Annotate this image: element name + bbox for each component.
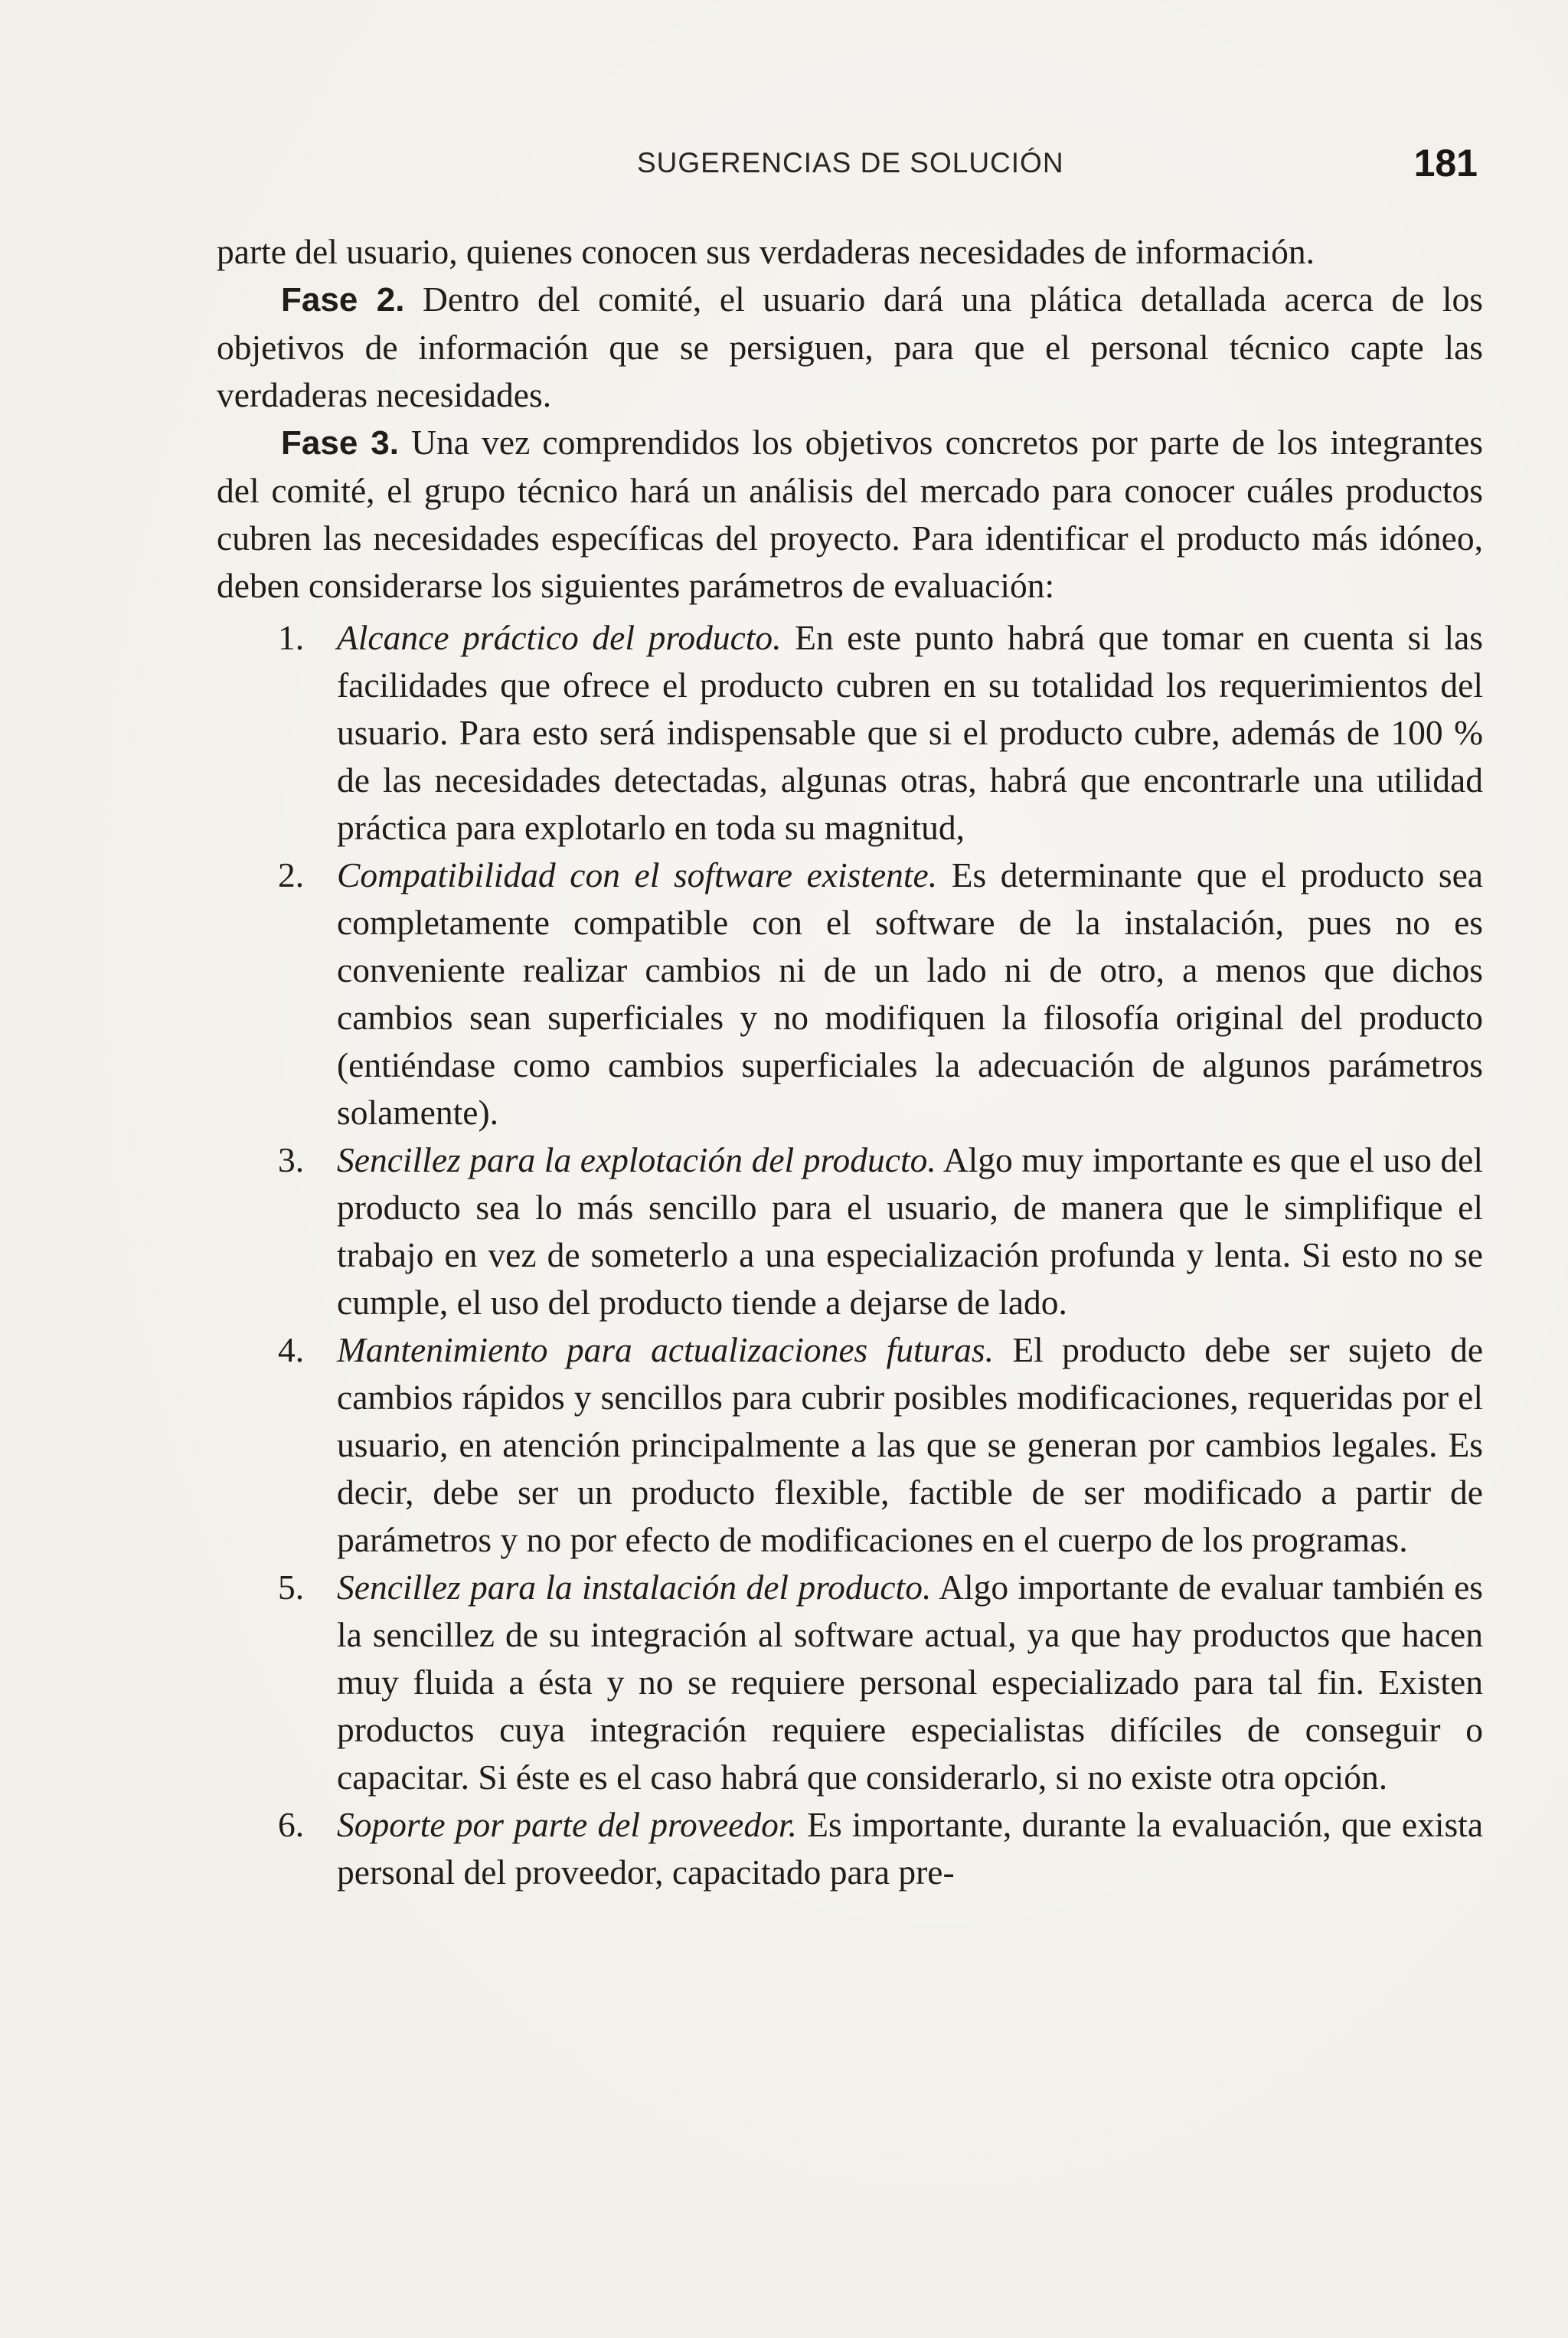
item-number: 1. — [278, 618, 305, 657]
item-text: Algo muy importante es que el uso del producto sea lo más sencillo para el usuario, de manera que le simplifique el trabajo en vez de someterlo a una especialización profunda y lenta. Si esto no se cumple, el uso del producto tiende a dejarse de lado. — [337, 1140, 1483, 1322]
page-number: 181 — [1413, 142, 1478, 185]
criteria-item — [217, 1564, 1483, 1801]
phase-2-paragraph — [217, 276, 1483, 419]
running-header — [0, 141, 1568, 187]
criteria-item — [217, 614, 1483, 852]
item-number: 2. — [278, 855, 305, 894]
phase-3-text: Una vez comprendidos los objetivos concretos por parte de los integrantes del comité, el grupo técnico hará un análisis del mercado para conocer cuáles productos cubren las necesidades específicas del proyecto. Para identificar el producto más idóneo, deben considerarse los siguientes parámetros de evaluación: — [217, 423, 1484, 605]
item-title: Soporte por parte del proveedor. — [337, 1805, 797, 1844]
item-number: 6. — [278, 1805, 305, 1844]
phase-3-paragraph — [217, 419, 1483, 610]
criteria-item — [217, 1326, 1483, 1564]
item-title: Sencillez para la explotación del producto. — [337, 1140, 936, 1179]
body-text — [217, 228, 1483, 1896]
criteria-item — [217, 1136, 1483, 1326]
item-number: 4. — [278, 1330, 305, 1369]
item-title: Sencillez para la instalación del producto. — [337, 1568, 932, 1607]
chapter-title: SUGERENCIAS DE SOLUCIÓN — [637, 147, 1064, 178]
item-number: 5. — [278, 1568, 305, 1607]
item-text: Es determinante que el producto sea completamente compatible con el software de la instalación, pues no es conveniente realizar cambios ni de un lado ni de otro, a menos que dichos cambios sean superficiales y no modifiquen la filosofía original del producto (entiéndase como cambios superficiales la adecuación de algunos parámetros solamente). — [337, 855, 1483, 1132]
item-title: Compatibilidad con el software existente. — [337, 855, 938, 894]
phase-2-label: Fase 2. — [281, 281, 405, 319]
criteria-item — [217, 852, 1483, 1136]
item-title: Alcance práctico del producto. — [337, 618, 782, 657]
phase-2-text: Dentro del comité, el usuario dará una plática detallada acerca de los objetivos de información que se persiguen, para que el personal técnico capte las verdaderas necesidades. — [217, 280, 1483, 414]
item-text: El producto debe ser sujeto de cambios rápidos y sencillos para cubrir posibles modificaciones, requeridas por el usuario, en atención principalmente a las que se generan por cambios legales. Es decir, debe ser un producto flexible, factible de ser modificado a partir de parámetros y no por efecto de modificaciones en el cuerpo de los programas. — [337, 1330, 1484, 1559]
item-text: Algo importante de evaluar también es la sencillez de su integración al software actual, ya que hay productos que hacen muy fluida a ésta y no se requiere personal especializado para tal fin. Existen productos cuya integración requiere especialistas difíciles de conseguir o capacitar. Si éste es el caso habrá que considerarlo, si no existe otra opción. — [337, 1568, 1483, 1797]
intro-paragraph: parte del usuario, quienes conocen sus verdaderas necesidades de información. — [217, 232, 1315, 271]
item-title: Mantenimiento para actualizaciones futuras. — [337, 1330, 994, 1369]
phase-3-label: Fase 3. — [281, 424, 399, 462]
item-text: Es importante, durante la evaluación, que exista personal del proveedor, capacitado para pre- — [337, 1805, 1484, 1892]
evaluation-criteria-list — [217, 614, 1483, 1896]
item-text: En este punto habrá que tomar en cuenta si las facilidades que ofrece el producto cubren en su totalidad los requerimientos del usuario. Para esto será indispensable que si el producto cubre, además de 100 % de las necesidades detectadas, algunas otras, habrá que encontrarle una utilidad práctica para explotarlo en toda su magnitud, — [337, 618, 1483, 847]
item-number: 3. — [278, 1140, 305, 1179]
criteria-item — [217, 1801, 1483, 1896]
